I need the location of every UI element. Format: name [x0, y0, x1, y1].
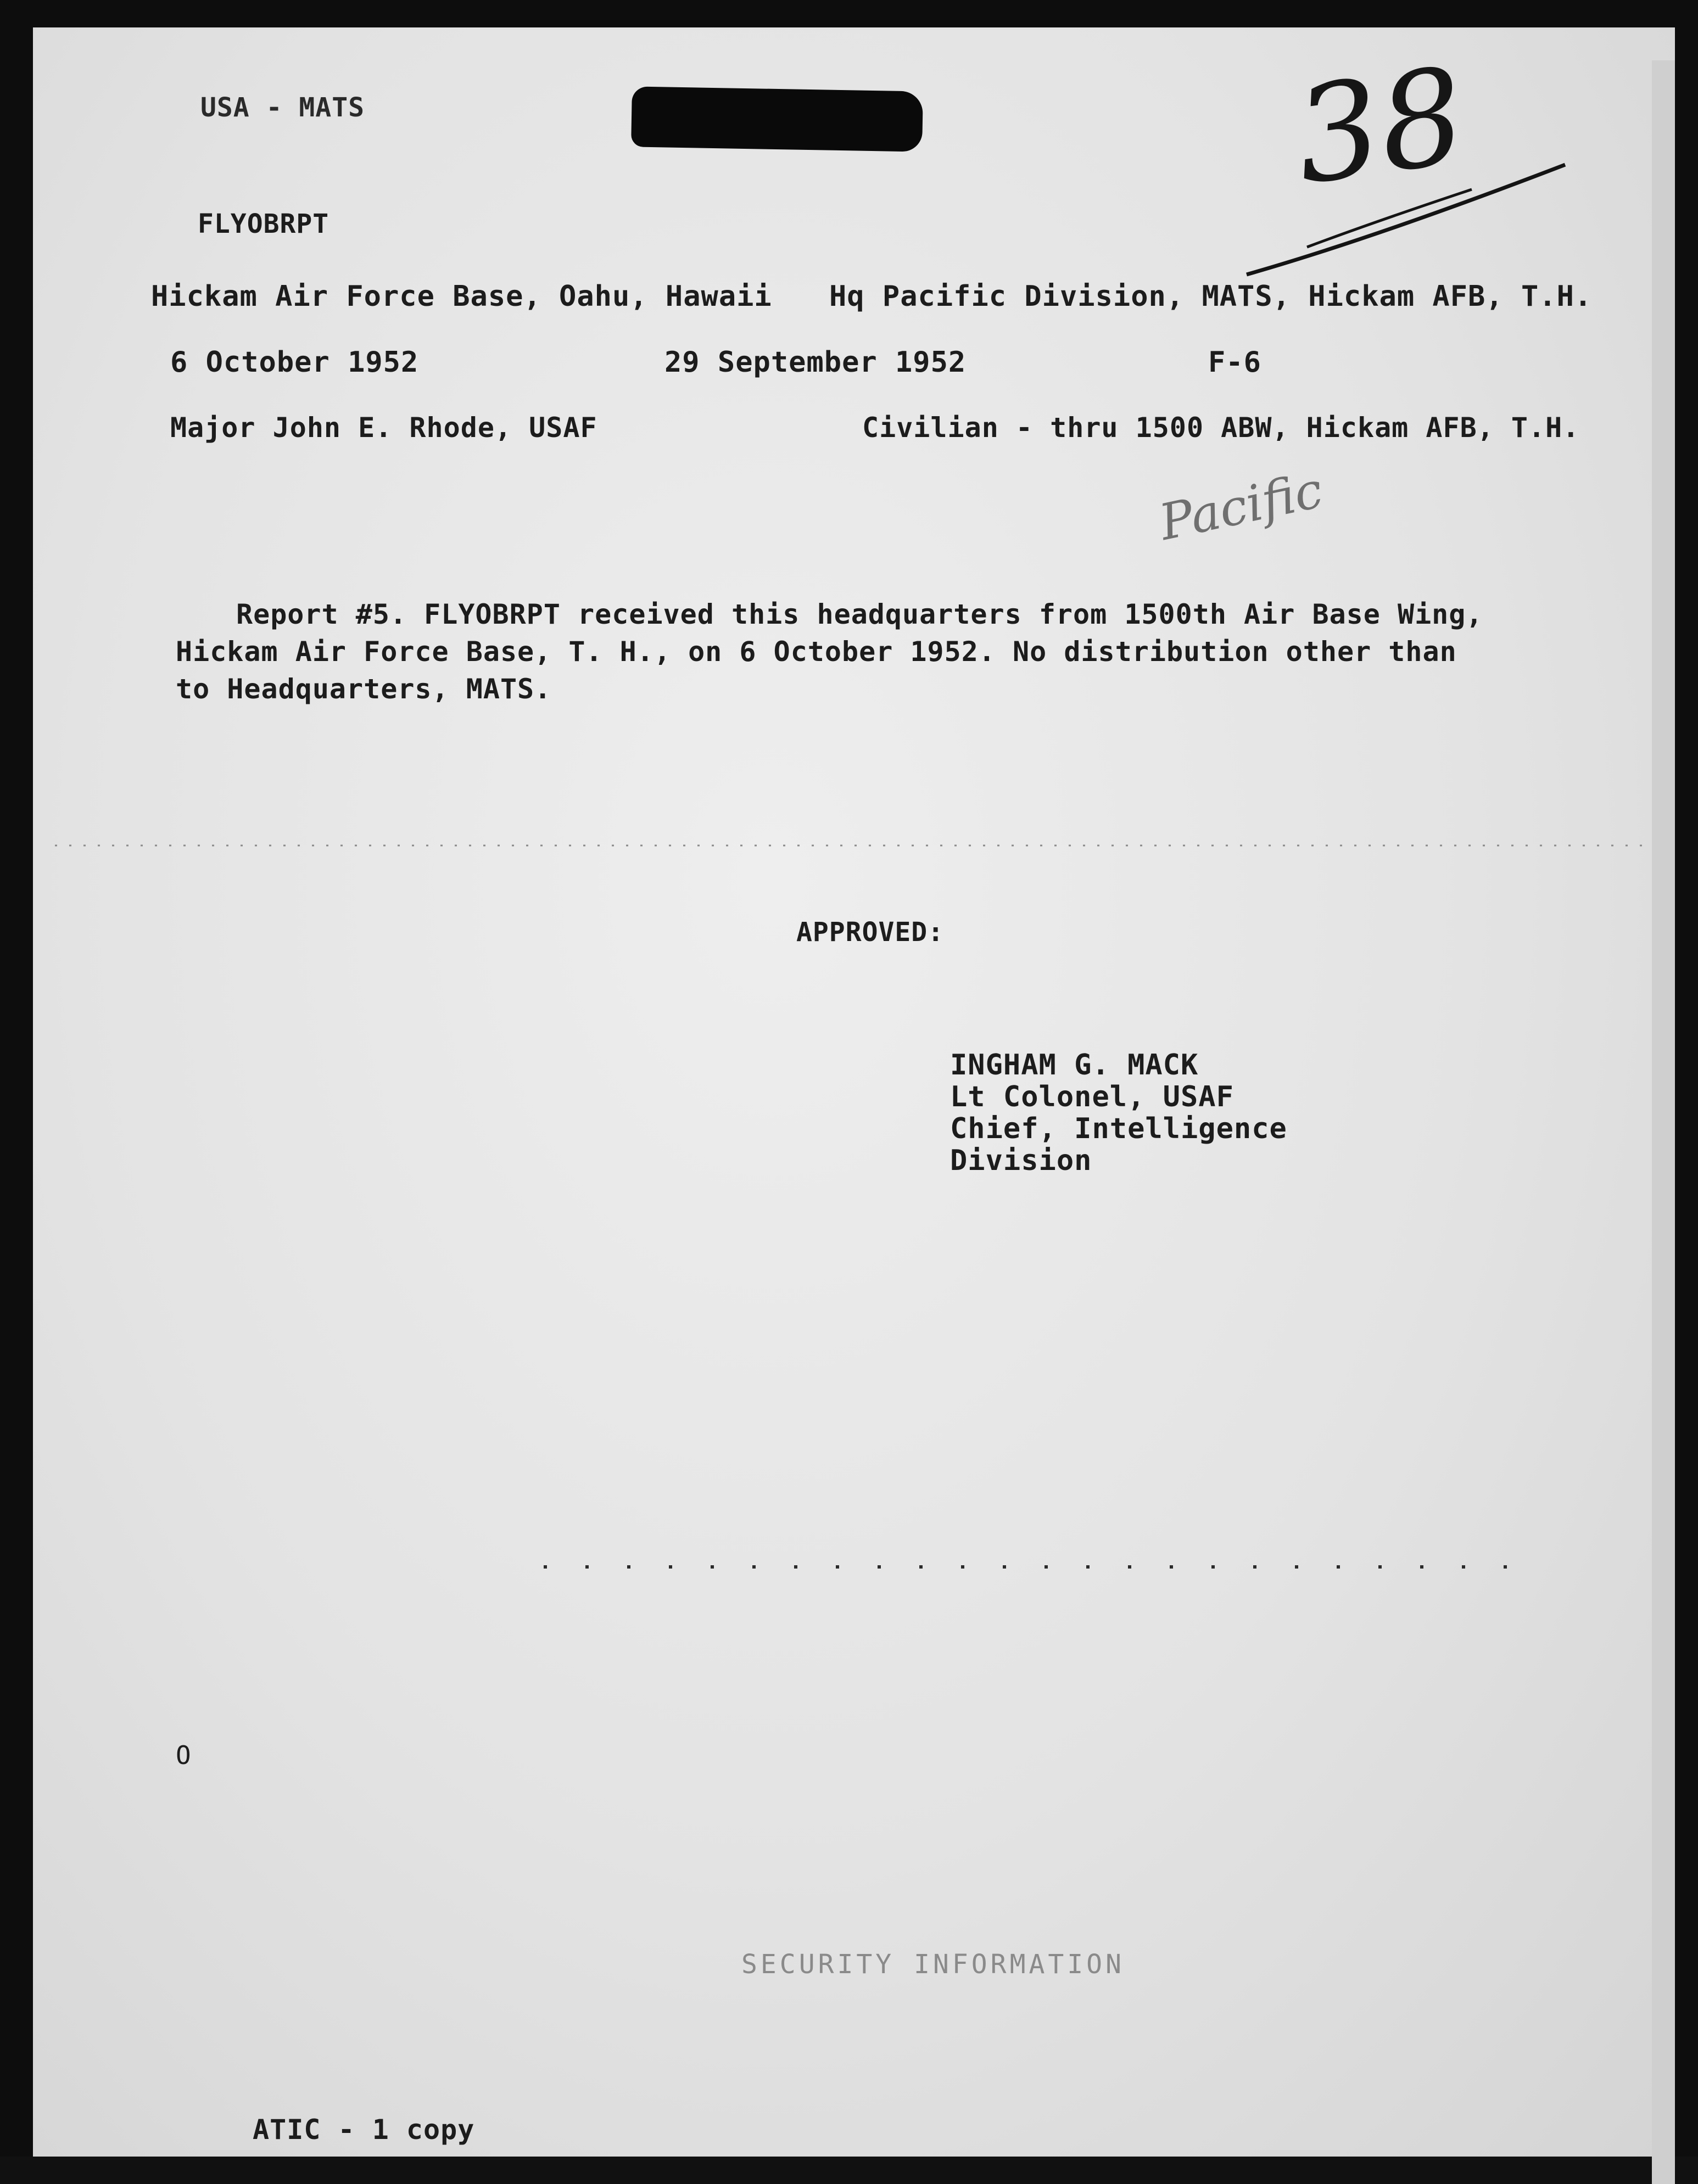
incident-date: 29 September 1952 — [664, 346, 967, 379]
security-classification: SECURITY INFORMATION — [741, 1949, 1125, 1980]
stray-mark: O — [176, 1740, 192, 1770]
body-line-3: to Headquarters, MATS. — [176, 673, 552, 705]
receiving-unit: Hq Pacific Division, MATS, Hickam AFB, T.H. — [829, 280, 1593, 313]
information-source: Civilian - thru 1500 ABW, Hickam AFB, T.H. — [862, 412, 1580, 444]
report-date: 6 October 1952 — [170, 346, 419, 379]
speckle-line-2 — [544, 1565, 1532, 1569]
agency-header: USA - MATS — [200, 92, 365, 123]
body-line-1: Report #5. FLYOBRPT received this headquarters from 1500th Air Base Wing, — [236, 598, 1483, 630]
approver-title-1: Chief, Intelligence — [950, 1112, 1287, 1145]
approver-title-2: Division — [950, 1144, 1092, 1177]
approved-label: APPROVED: — [796, 917, 945, 948]
handwritten-page-number: 38 — [1286, 38, 1474, 214]
file-code: F-6 — [1208, 346, 1261, 379]
scan-edge-strip — [1652, 60, 1675, 2184]
copy-note: ATIC - 1 copy — [253, 2114, 475, 2146]
speckle-line-1 — [55, 843, 1647, 848]
prepared-by: Major John E. Rhode, USAF — [170, 412, 597, 444]
redaction-bar — [631, 86, 923, 152]
form-code: FLYOBRPT — [198, 209, 329, 239]
place-of-origin: Hickam Air Force Base, Oahu, Hawaii — [151, 280, 772, 313]
document-sheet — [33, 27, 1675, 2157]
handwritten-note: Pacific — [1154, 461, 1328, 552]
approver-rank: Lt Colonel, USAF — [950, 1080, 1234, 1113]
approver-name: INGHAM G. MACK — [950, 1049, 1199, 1082]
body-line-2: Hickam Air Force Base, T. H., on 6 October 1952. No distribution other than — [176, 636, 1457, 668]
